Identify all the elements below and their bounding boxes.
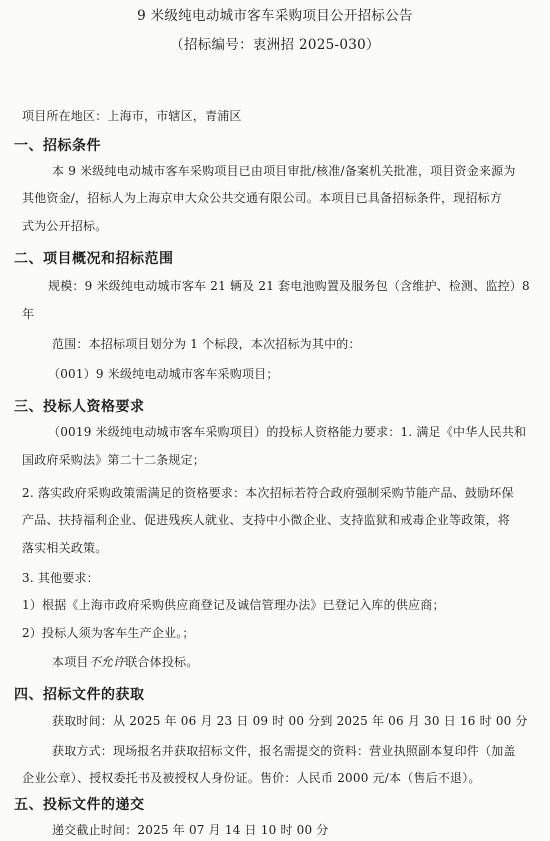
paragraph-line: 其他资金/，招标人为上海京申大众公共交通有限公司。本项目已具备招标条件，现招标方 xyxy=(22,191,503,205)
paragraph-line: 1）根据《上海市政府采购供应商登记及诚信管理办法》已登记入库的供应商； xyxy=(22,598,445,612)
consortium-suffix: 联合体投标。 xyxy=(125,655,199,669)
paragraph-line: 2）投标人须为客车生产企业。； xyxy=(22,626,195,640)
paragraph-line: 年 xyxy=(22,307,35,321)
paragraph-line: （0019 米级纯电动城市客车采购项目）的投标人资格能力要求：1. 满足《中华人民共和 xyxy=(48,425,527,439)
paragraph-line: （001）9 米级纯电动城市客车采购项目； xyxy=(48,367,279,381)
paragraph-line: 产品、扶持福利企业、促进残疾人就业、支持中小微企业、支持监狱和戒毒企业等政策，将 xyxy=(22,513,511,527)
section-heading-4: 四、招标文件的获取 xyxy=(14,687,145,703)
section-heading-5: 五、投标文件的递交 xyxy=(14,797,145,813)
consortium-prefix: 本项目 xyxy=(52,655,89,669)
paragraph-line: 规模：9 米级纯电动城市客车 21 辆及 21 套电池购置及服务包（含维护、检测、监控）8 xyxy=(48,279,530,293)
section-heading-1: 一、招标条件 xyxy=(14,138,101,154)
paragraph-line: 递交截止时间：2025 年 07 月 14 日 10 时 00 分 xyxy=(52,823,329,837)
paragraph-line: 落实相关政策。 xyxy=(22,541,108,555)
project-location: 项目所在地区：上海市，市辖区，青浦区 xyxy=(22,109,242,123)
paragraph-line: 获取方式：现场报名并获取招标文件，报名需提交的资料：营业执照副本复印件（加盖 xyxy=(52,744,516,758)
consortium-line xyxy=(52,654,198,670)
tender-number: （招标编号：衷洲招 2025-030） xyxy=(170,37,380,53)
paragraph-line: 式为公开招标。 xyxy=(22,219,108,233)
consortium-emphasis: 不允许 xyxy=(88,655,126,669)
paragraph-line: 获取时间：从 2025 年 06 月 23 日 09 时 00 分到 2025 年 06 月 30 日 16 时 00 分 xyxy=(52,714,528,728)
paragraph-line: 范围：本招标项目划分为 1 个标段，本次招标为其中的： xyxy=(52,337,361,351)
paragraph-line: 3. 其他要求： xyxy=(22,571,99,585)
paragraph-line: 本 9 米级纯电动城市客车采购项目已由项目审批/核准/备案机关批准，项目资金来源为 xyxy=(52,164,516,178)
section-heading-2: 二、项目概况和招标范围 xyxy=(14,251,174,267)
paragraph-line: 企业公章）、授权委托书及被授权人身份证。售价：人民币 2000 元/本（售后不退）。 xyxy=(22,771,481,785)
paragraph-line: 2. 落实政府采购政策需满足的资格要求：本次招标若符合政府强制采购节能产品、鼓励环保 xyxy=(22,486,514,500)
section-heading-3: 三、投标人资格要求 xyxy=(14,399,145,415)
document-title: 9 米级纯电动城市客车采购项目公开招标公告 xyxy=(137,8,413,24)
paragraph-line: 国政府采购法》第二十二条规定； xyxy=(22,453,206,467)
